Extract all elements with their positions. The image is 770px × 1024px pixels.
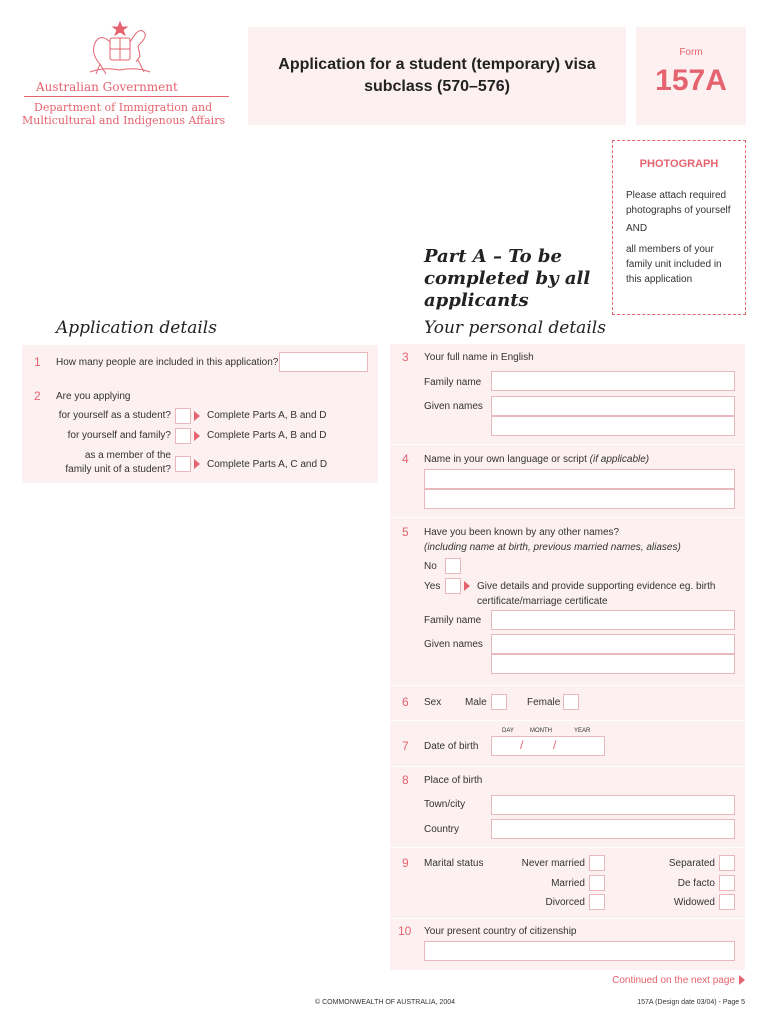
q5-no-label: No (424, 561, 437, 572)
q4-label (424, 454, 649, 465)
section-divider (390, 766, 745, 767)
q3-number: 3 (402, 350, 409, 364)
q5-family-name-label: Family name (424, 615, 482, 626)
q10-citizenship-field[interactable] (424, 941, 735, 961)
q8-country-label: Country (424, 824, 460, 835)
q3-given-names-field-1[interactable] (491, 396, 735, 416)
q5-no-checkbox[interactable] (445, 558, 461, 574)
section-divider (390, 847, 745, 848)
q2-option-member-checkbox[interactable] (175, 456, 191, 472)
q8-label: Place of birth (424, 775, 483, 786)
q9-label: Marital status (424, 858, 484, 869)
form-title-line-1: Application for a student (temporary) visa (278, 56, 596, 73)
q9-widowed-checkbox[interactable] (719, 894, 735, 910)
government-crest (80, 18, 160, 78)
q7-day-caption: DAY (502, 728, 514, 734)
q9-number: 9 (402, 856, 409, 870)
q5-number: 5 (402, 525, 409, 539)
q2-number: 2 (34, 389, 41, 403)
q6-female-label: Female (527, 697, 561, 708)
q2-option-member-label-1: as a member of the (84, 450, 171, 461)
q5-family-name-field[interactable] (491, 610, 735, 630)
q9-separated-checkbox[interactable] (719, 855, 735, 871)
q8-number: 8 (402, 773, 409, 787)
q9-never-married-label: Never married (521, 858, 585, 869)
personal-details-heading: Your personal details (424, 318, 606, 338)
application-details-heading: Application details (56, 318, 217, 338)
q10-number: 10 (398, 924, 412, 938)
q4-label-note: (if applicable) (589, 454, 650, 465)
q2-option-family-label: for yourself and family? (67, 430, 171, 441)
q5-yes-detail-1: Give details and provide supporting evidence eg. birth (477, 581, 716, 592)
title-panel (248, 27, 626, 125)
continued-note: Continued on the next page (612, 975, 735, 986)
q7-month-caption: MONTH (530, 728, 552, 734)
q9-divorced-label: Divorced (545, 897, 585, 908)
form-number: 157A (655, 64, 727, 97)
q8-town-label: Town/city (424, 799, 466, 810)
q7-number: 7 (402, 739, 409, 753)
part-a-line-3: applicants (424, 290, 529, 311)
q2-option-family-result: Complete Parts A, B and D (207, 430, 327, 441)
q3-given-names-field-2[interactable] (491, 416, 735, 436)
q6-male-checkbox[interactable] (491, 694, 507, 710)
q4-number: 4 (402, 452, 409, 466)
q9-never-married-checkbox[interactable] (589, 855, 605, 871)
q5-label: Have you been known by any other names? (424, 527, 620, 538)
photo-heading: PHOTOGRAPH (639, 158, 719, 170)
part-a-line-1: Part A – To be (424, 246, 562, 267)
q6-label: Sex (424, 697, 442, 708)
section-divider (390, 517, 745, 518)
section-divider (390, 720, 745, 721)
q5-yes-detail-2: certificate/marriage certificate (477, 596, 608, 607)
page-info: 157A (Design date 03/04) - Page 5 (637, 999, 745, 1006)
photo-text-1: Please attach required photographs of yourself (626, 190, 731, 216)
q5-given-names-field-2[interactable] (491, 654, 735, 674)
q7-date-of-birth-field[interactable] (491, 736, 605, 756)
photo-and: AND (626, 223, 648, 234)
q4-native-name-field-2[interactable] (424, 489, 735, 509)
arrow-right-icon (194, 431, 200, 441)
q7-year-caption: YEAR (574, 728, 591, 734)
q2-option-family-checkbox[interactable] (175, 428, 191, 444)
arrow-right-icon (739, 975, 745, 985)
q2-option-student-result: Complete Parts A, B and D (207, 410, 327, 421)
q8-town-field[interactable] (491, 795, 735, 815)
q9-married-checkbox[interactable] (589, 875, 605, 891)
q1-label: How many people are included in this application? (56, 357, 279, 368)
gov-name: Australian Government (36, 80, 178, 94)
q2-option-member-result: Complete Parts A, C and D (207, 459, 328, 470)
arrow-right-icon (194, 411, 200, 421)
q3-given-names-label: Given names (424, 401, 483, 412)
q10-label: Your present country of citizenship (424, 926, 577, 937)
section-divider (390, 444, 745, 445)
q9-divorced-checkbox[interactable] (589, 894, 605, 910)
dept-line-2: Multicultural and Indigenous Affairs (22, 114, 226, 127)
q1-number: 1 (34, 355, 41, 369)
dept-line-1: Department of Immigration and (34, 101, 213, 114)
q2-label: Are you applying (56, 391, 131, 402)
form-label: Form (679, 47, 703, 58)
q7-label: Date of birth (424, 741, 479, 752)
q9-widowed-label: Widowed (673, 897, 715, 908)
q5-given-names-label: Given names (424, 639, 483, 650)
q5-sublabel: (including name at birth, previous married names, aliases) (424, 542, 681, 553)
section-divider (390, 918, 745, 919)
q6-number: 6 (402, 695, 409, 709)
photo-text-2: all members of your family unit included in this application (626, 244, 722, 285)
q3-label: Your full name in English (424, 352, 534, 363)
q2-option-student-label: for yourself as a student? (58, 410, 171, 421)
q5-given-names-field-1[interactable] (491, 634, 735, 654)
q9-married-label: Married (551, 878, 585, 889)
q5-yes-label: Yes (424, 581, 441, 592)
q3-family-name-label: Family name (424, 377, 482, 388)
part-a-line-2: completed by all (424, 268, 591, 289)
q5-yes-checkbox[interactable] (445, 578, 461, 594)
q9-defacto-checkbox[interactable] (719, 875, 735, 891)
form-title-line-2: subclass (570–576) (364, 78, 510, 95)
q2-option-student-checkbox[interactable] (175, 408, 191, 424)
copyright-text: © COMMONWEALTH OF AUSTRALIA, 2004 (315, 999, 455, 1006)
q4-label-text: Name in your own language or script (424, 454, 587, 465)
q3-family-name-field[interactable] (491, 371, 735, 391)
q1-people-count-field[interactable] (279, 352, 368, 372)
q6-female-checkbox[interactable] (563, 694, 579, 710)
q7-date-separator: / (520, 738, 524, 752)
q6-male-label: Male (465, 697, 487, 708)
divider-line (24, 96, 229, 97)
q9-separated-label: Separated (668, 858, 715, 869)
q2-option-member-label-2: family unit of a student? (65, 464, 171, 475)
q8-country-field[interactable] (491, 819, 735, 839)
q9-defacto-label: De facto (677, 878, 715, 889)
q4-native-name-field-1[interactable] (424, 469, 735, 489)
arrow-right-icon (464, 581, 470, 591)
q7-date-separator: / (553, 738, 557, 752)
arrow-right-icon (194, 459, 200, 469)
section-divider (390, 685, 745, 686)
